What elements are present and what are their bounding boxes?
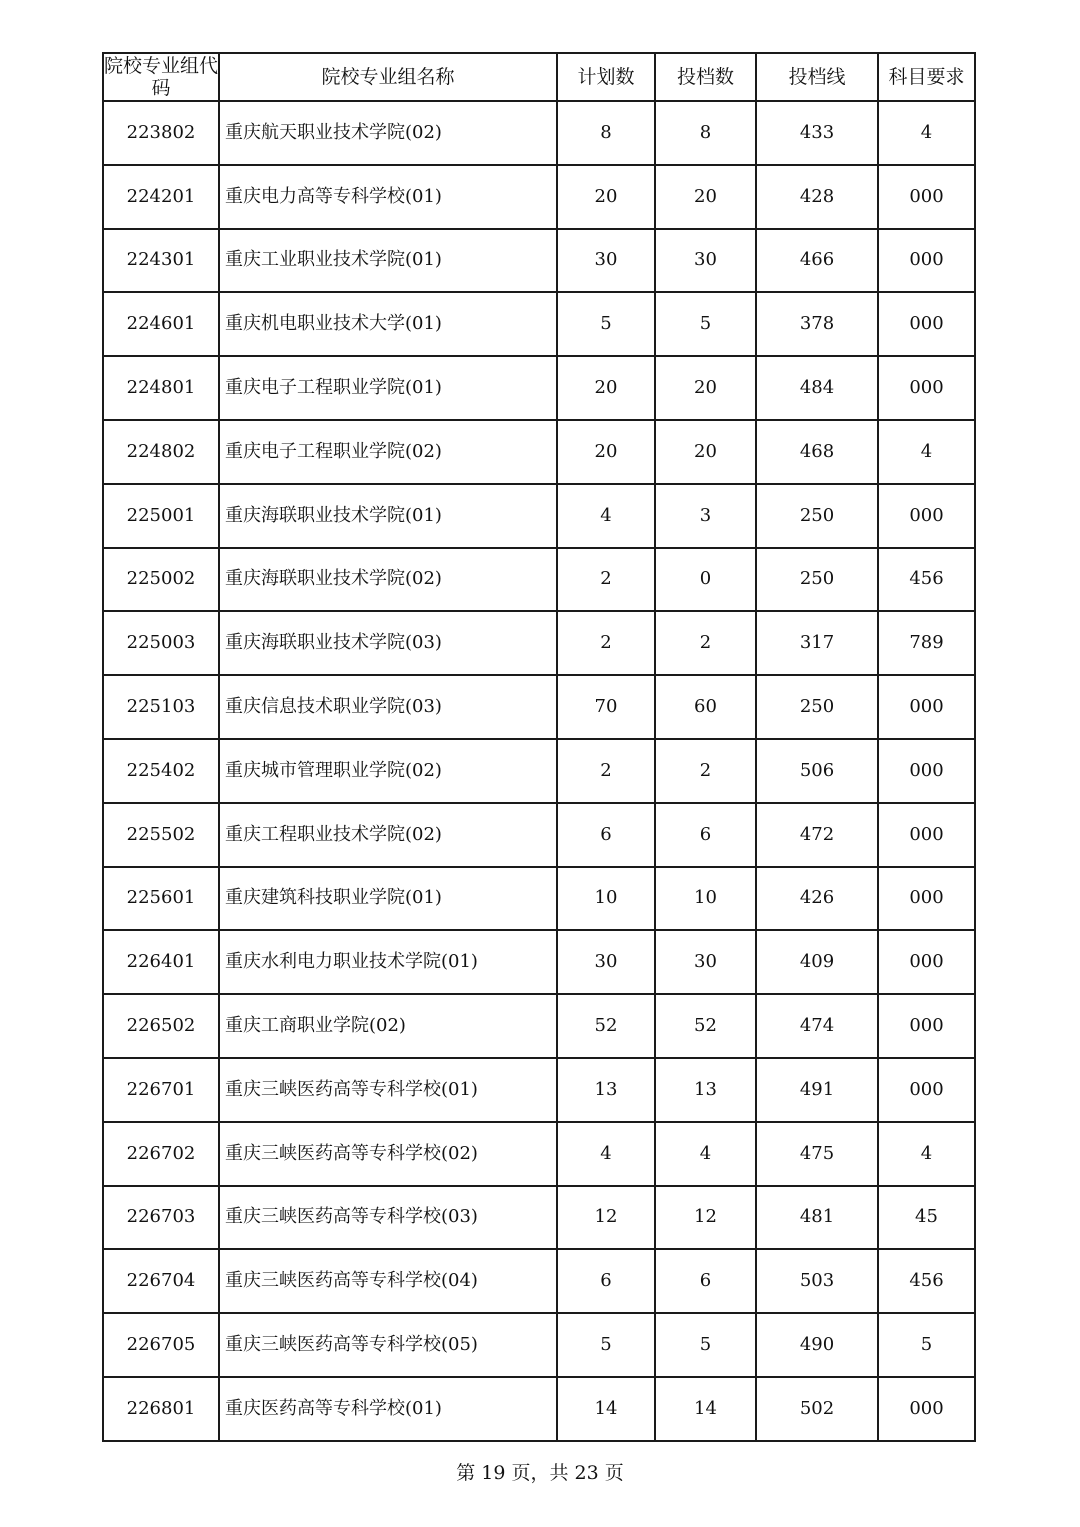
cell-code: 226502	[103, 994, 219, 1058]
cell-line: 472	[756, 803, 878, 867]
cell-subject: 000	[878, 867, 975, 931]
cell-filed: 5	[655, 292, 756, 356]
cell-name: 重庆工商职业学院(02)	[219, 994, 557, 1058]
cell-line: 475	[756, 1122, 878, 1186]
cell-code: 224802	[103, 420, 219, 484]
cell-code: 224301	[103, 229, 219, 293]
cell-plan: 2	[557, 611, 655, 675]
cell-line: 428	[756, 165, 878, 229]
cell-filed: 20	[655, 165, 756, 229]
cell-line: 378	[756, 292, 878, 356]
table-row	[103, 1122, 975, 1186]
cell-line: 250	[756, 484, 878, 548]
page-number: 第 19 页，共 23 页	[456, 1462, 624, 1484]
cell-filed: 5	[655, 1313, 756, 1377]
cell-code: 226705	[103, 1313, 219, 1377]
cell-code: 226401	[103, 930, 219, 994]
cell-plan: 13	[557, 1058, 655, 1122]
cell-plan: 12	[557, 1186, 655, 1250]
table-row	[103, 165, 975, 229]
cell-name: 重庆水利电力职业技术学院(01)	[219, 930, 557, 994]
cell-line: 491	[756, 1058, 878, 1122]
cell-filed: 10	[655, 867, 756, 931]
cell-subject: 456	[878, 548, 975, 612]
cell-plan: 70	[557, 675, 655, 739]
table-row	[103, 356, 975, 420]
cell-name: 重庆工业职业技术学院(01)	[219, 229, 557, 293]
cell-code: 225003	[103, 611, 219, 675]
cell-subject: 000	[878, 292, 975, 356]
cell-code: 225402	[103, 739, 219, 803]
cell-line: 503	[756, 1249, 878, 1313]
cell-code: 224201	[103, 165, 219, 229]
cell-code: 225103	[103, 675, 219, 739]
header-line: 投档线	[756, 53, 878, 101]
header-plan: 计划数	[557, 53, 655, 101]
cell-line: 250	[756, 548, 878, 612]
cell-plan: 20	[557, 420, 655, 484]
cell-name: 重庆海联职业技术学院(01)	[219, 484, 557, 548]
cell-name: 重庆电力高等专科学校(01)	[219, 165, 557, 229]
cell-filed: 60	[655, 675, 756, 739]
table-row	[103, 930, 975, 994]
table-row	[103, 548, 975, 612]
cell-filed: 30	[655, 229, 756, 293]
cell-name: 重庆电子工程职业学院(02)	[219, 420, 557, 484]
cell-name: 重庆建筑科技职业学院(01)	[219, 867, 557, 931]
cell-name: 重庆三峡医药高等专科学校(04)	[219, 1249, 557, 1313]
cell-subject: 000	[878, 675, 975, 739]
table-row	[103, 1058, 975, 1122]
cell-code: 225002	[103, 548, 219, 612]
table-row	[103, 1313, 975, 1377]
cell-name: 重庆城市管理职业学院(02)	[219, 739, 557, 803]
cell-subject: 45	[878, 1186, 975, 1250]
cell-line: 484	[756, 356, 878, 420]
cell-line: 468	[756, 420, 878, 484]
cell-filed: 4	[655, 1122, 756, 1186]
cell-subject: 000	[878, 356, 975, 420]
table-row	[103, 611, 975, 675]
cell-plan: 5	[557, 1313, 655, 1377]
cell-code: 223802	[103, 101, 219, 165]
cell-subject: 4	[878, 101, 975, 165]
cell-name: 重庆工程职业技术学院(02)	[219, 803, 557, 867]
cell-plan: 5	[557, 292, 655, 356]
cell-code: 224801	[103, 356, 219, 420]
cell-subject: 000	[878, 165, 975, 229]
table-row	[103, 1186, 975, 1250]
table-row	[103, 101, 975, 165]
cell-name: 重庆三峡医药高等专科学校(02)	[219, 1122, 557, 1186]
table-row	[103, 1377, 975, 1441]
admission-table	[102, 52, 976, 1442]
cell-filed: 14	[655, 1377, 756, 1441]
cell-line: 433	[756, 101, 878, 165]
cell-filed: 2	[655, 739, 756, 803]
cell-plan: 20	[557, 356, 655, 420]
cell-name: 重庆航天职业技术学院(02)	[219, 101, 557, 165]
cell-subject: 000	[878, 930, 975, 994]
cell-plan: 2	[557, 548, 655, 612]
table-body	[103, 101, 975, 1441]
cell-plan: 2	[557, 739, 655, 803]
cell-filed: 13	[655, 1058, 756, 1122]
cell-name: 重庆机电职业技术大学(01)	[219, 292, 557, 356]
cell-filed: 6	[655, 1249, 756, 1313]
cell-code: 224601	[103, 292, 219, 356]
cell-code: 226704	[103, 1249, 219, 1313]
cell-code: 225502	[103, 803, 219, 867]
table-row	[103, 675, 975, 739]
cell-line: 502	[756, 1377, 878, 1441]
cell-code: 226703	[103, 1186, 219, 1250]
cell-line: 506	[756, 739, 878, 803]
cell-subject: 000	[878, 1377, 975, 1441]
cell-filed: 12	[655, 1186, 756, 1250]
table-row	[103, 1249, 975, 1313]
cell-subject: 000	[878, 229, 975, 293]
cell-subject: 4	[878, 1122, 975, 1186]
cell-plan: 6	[557, 1249, 655, 1313]
cell-line: 474	[756, 994, 878, 1058]
cell-line: 250	[756, 675, 878, 739]
cell-plan: 20	[557, 165, 655, 229]
cell-line: 317	[756, 611, 878, 675]
cell-filed: 8	[655, 101, 756, 165]
cell-plan: 4	[557, 484, 655, 548]
cell-line: 490	[756, 1313, 878, 1377]
cell-filed: 20	[655, 420, 756, 484]
table-row	[103, 803, 975, 867]
cell-plan: 14	[557, 1377, 655, 1441]
cell-code: 226702	[103, 1122, 219, 1186]
cell-subject: 789	[878, 611, 975, 675]
cell-filed: 52	[655, 994, 756, 1058]
cell-line: 466	[756, 229, 878, 293]
cell-name: 重庆电子工程职业学院(01)	[219, 356, 557, 420]
cell-name: 重庆三峡医药高等专科学校(05)	[219, 1313, 557, 1377]
header-filed: 投档数	[655, 53, 756, 101]
cell-plan: 4	[557, 1122, 655, 1186]
cell-plan: 6	[557, 803, 655, 867]
cell-filed: 30	[655, 930, 756, 994]
cell-code: 226701	[103, 1058, 219, 1122]
cell-name: 重庆三峡医药高等专科学校(03)	[219, 1186, 557, 1250]
table-row	[103, 739, 975, 803]
cell-line: 426	[756, 867, 878, 931]
table-row	[103, 867, 975, 931]
cell-plan: 8	[557, 101, 655, 165]
cell-subject: 000	[878, 739, 975, 803]
cell-filed: 3	[655, 484, 756, 548]
header-name: 院校专业组名称	[219, 53, 557, 101]
cell-subject: 4	[878, 420, 975, 484]
cell-code: 225601	[103, 867, 219, 931]
cell-subject: 456	[878, 1249, 975, 1313]
cell-subject: 000	[878, 803, 975, 867]
cell-name: 重庆海联职业技术学院(03)	[219, 611, 557, 675]
cell-code: 226801	[103, 1377, 219, 1441]
table-row	[103, 292, 975, 356]
table-header-row	[103, 53, 975, 101]
cell-subject: 000	[878, 484, 975, 548]
cell-line: 481	[756, 1186, 878, 1250]
cell-plan: 30	[557, 930, 655, 994]
cell-name: 重庆医药高等专科学校(01)	[219, 1377, 557, 1441]
cell-plan: 52	[557, 994, 655, 1058]
cell-plan: 10	[557, 867, 655, 931]
table-row	[103, 420, 975, 484]
cell-plan: 30	[557, 229, 655, 293]
cell-subject: 5	[878, 1313, 975, 1377]
cell-code: 225001	[103, 484, 219, 548]
cell-name: 重庆海联职业技术学院(02)	[219, 548, 557, 612]
table-row	[103, 229, 975, 293]
cell-subject: 000	[878, 1058, 975, 1122]
cell-filed: 20	[655, 356, 756, 420]
header-code: 院校专业组代码	[104, 55, 219, 99]
cell-line: 409	[756, 930, 878, 994]
cell-name: 重庆信息技术职业学院(03)	[219, 675, 557, 739]
table-row	[103, 994, 975, 1058]
cell-name: 重庆三峡医药高等专科学校(01)	[219, 1058, 557, 1122]
cell-filed: 2	[655, 611, 756, 675]
header-subject: 科目要求	[878, 53, 975, 101]
cell-subject: 000	[878, 994, 975, 1058]
cell-filed: 0	[655, 548, 756, 612]
cell-filed: 6	[655, 803, 756, 867]
table-row	[103, 484, 975, 548]
